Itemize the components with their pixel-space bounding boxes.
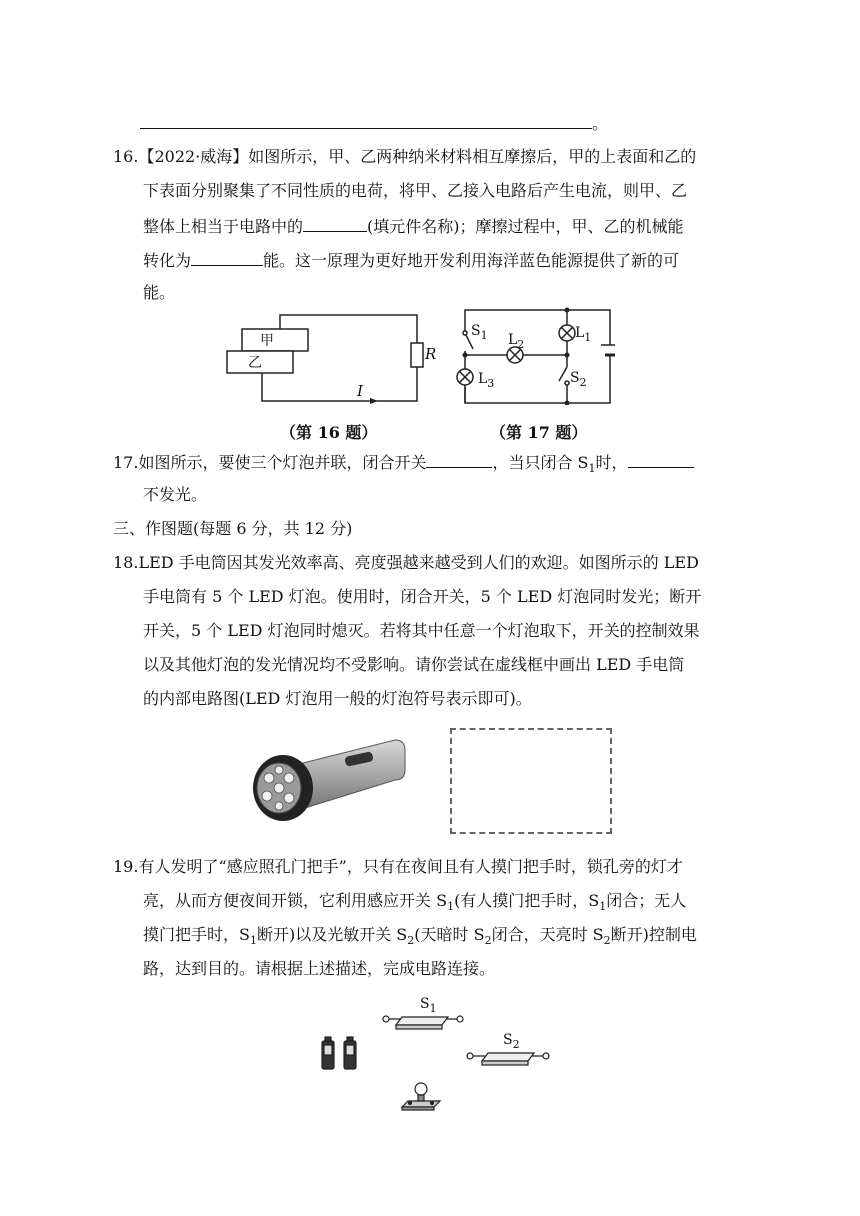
fig19-S1-label: $S_1$ (420, 996, 437, 1015)
q17-blank-1[interactable] (426, 451, 492, 468)
q16-blank-1[interactable] (303, 215, 367, 232)
q17-blank-2[interactable] (628, 451, 694, 468)
fig19-S2-label: $S_2$ (503, 1032, 520, 1051)
q18-line4: 以及其他灯泡的发光情况均不受影响。请你尝试在虚线框中画出 LED 手电筒 (143, 655, 685, 674)
q19-line3: 摸门把手时，$S_1$断开)以及光敏开关 $S_2$(天暗时 $S_2$闭合，天亮时 $S_2$断开)控制电 (143, 925, 697, 948)
fig17-L2-label: $L_2$ (508, 332, 525, 351)
section-3-heading: 三、作图题(每题 6 分，共 12 分) (113, 519, 353, 538)
q18-line3: 开关，5 个 LED 灯泡同时熄灭。若将其中任意一个灯泡取下，开关的控制效果 (143, 621, 700, 640)
q19-number: 19. (113, 857, 139, 876)
q16-line1: 16.【2022·威海】如图所示，甲、乙两种纳米材料相互摩擦后，甲的上表面和乙的 (113, 147, 697, 166)
q17-line1: 17.如图所示，要使三个灯泡并联，闭合开关 ，当只闭合 $S_1$时， (113, 451, 694, 479)
q16-blank-2[interactable] (191, 249, 263, 266)
fig17-S1-label: $S_1$ (471, 323, 488, 342)
material-jia (242, 329, 308, 351)
fig17-caption: （第 17 题） (490, 423, 588, 442)
q18-line5: 的内部电路图(LED 灯泡用一般的灯泡符号表示即可)。 (143, 689, 532, 708)
fig16-I-label: I (357, 382, 363, 400)
q17-line2: 不发光。 (143, 485, 208, 504)
figure-19-components (310, 985, 570, 1115)
current-arrow (370, 398, 378, 404)
q16-number: 16. (113, 147, 139, 166)
fig17-S2-label: $S_2$ (570, 370, 587, 389)
q19-line2: 亮，从而方便夜间开锁，它利用感应开关 $S_1$(有人摸门把手时，$S_1$闭合；无人 (143, 891, 687, 914)
q18-line1: 18.LED 手电筒因其发光效率高、亮度强越来越受到人们的欢迎。如图所示的 LED (113, 553, 699, 572)
fig16-caption: （第 16 题） (280, 423, 378, 442)
lamp-holder (402, 1083, 440, 1110)
resistor-R (411, 343, 423, 367)
switch-S2 (467, 1053, 549, 1065)
fig16-jia-label: 甲 (260, 333, 274, 349)
q17-number: 17. (113, 453, 139, 472)
q18-number: 18. (113, 553, 139, 572)
q19-line1: 19.有人发明了“感应照孔门把手”，只有在夜间且有人摸门把手时，锁孔旁的灯才 (113, 857, 683, 876)
fig16-yi-label: 乙 (248, 355, 262, 371)
flashlight-image (245, 730, 410, 830)
fig16-R-label: R (425, 345, 437, 363)
fig17-L3-label: $L_3$ (478, 371, 495, 390)
q16-line2: 下表面分别聚集了不同性质的电荷，将甲、乙接入电路后产生电流，则甲、乙 (143, 181, 688, 200)
q16-line3: 整体上相当于电路中的 (填元件名称)；摩擦过程中，甲、乙的机械能 (143, 217, 684, 236)
fig17-L1-label: $L_1$ (575, 325, 592, 344)
q16-line5: 能。 (143, 283, 176, 302)
q19-line4: 路，达到目的。请根据上述描述，完成电路连接。 (143, 959, 496, 978)
q18-line2: 手电筒有 5 个 LED 灯泡。使用时，闭合开关，5 个 LED 灯泡同时发光；断开 (143, 587, 702, 606)
batteries (322, 1037, 356, 1069)
q16-line4: 转化为 能。这一原理为更好地开发利用海洋蓝色能源提供了新的可 (143, 251, 680, 270)
top-answer-line: 。 (140, 112, 608, 134)
dashed-drawing-box[interactable] (450, 728, 612, 834)
